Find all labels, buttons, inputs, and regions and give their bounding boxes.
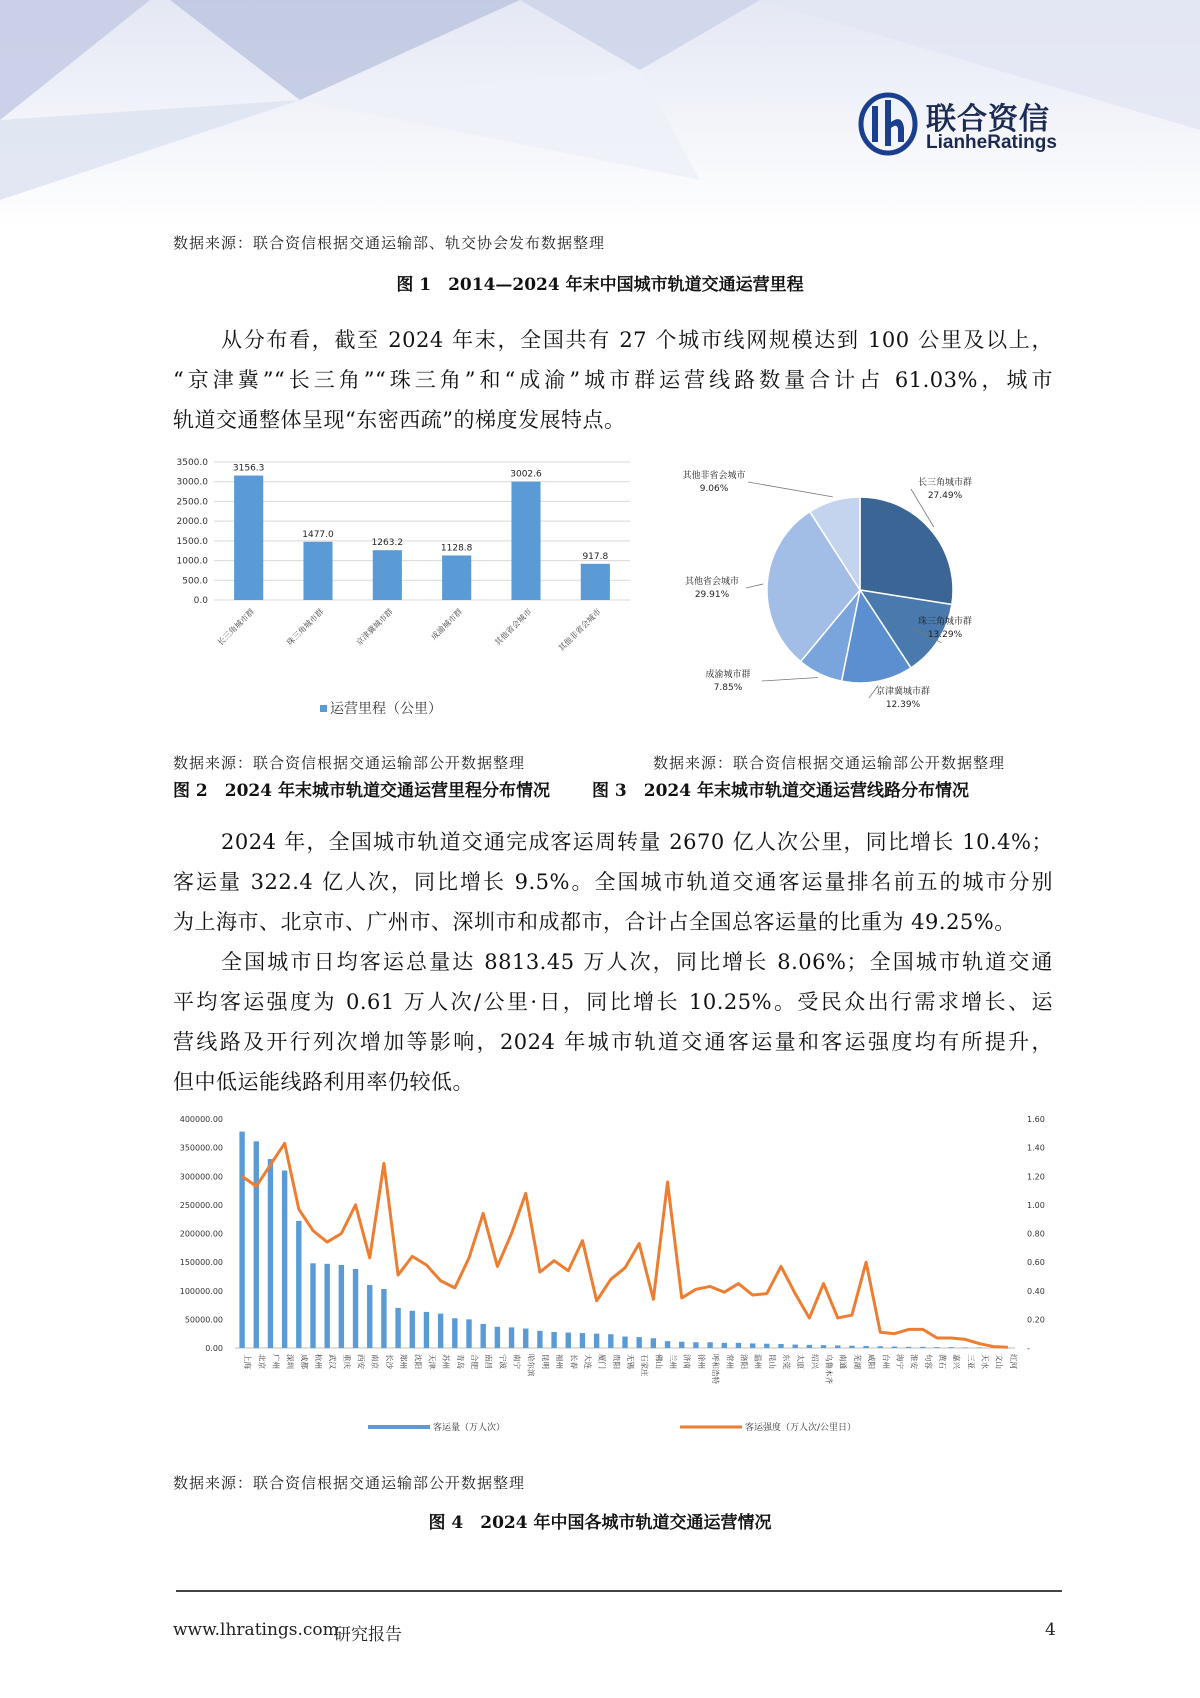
x-tick-label: 常州 xyxy=(725,1354,735,1369)
figure1-source: 数据来源：联合资信根据交通运输部、轨交协会发布数据整理 xyxy=(173,234,606,252)
x-tick-label: 南宁 xyxy=(512,1354,522,1369)
x-tick-label: 洛阳 xyxy=(739,1354,749,1369)
slice-name-label: 珠三角城市群 xyxy=(917,617,973,627)
bar xyxy=(239,1132,244,1348)
data-label: 917.8 xyxy=(582,551,609,562)
y-tick-label: 500.0 xyxy=(182,576,208,587)
slice-name-label: 京津冀城市群 xyxy=(875,687,931,697)
x-tick-label: 太原 xyxy=(796,1354,806,1369)
x-tick-label: 宁波 xyxy=(498,1354,508,1369)
brand-logo xyxy=(858,92,1068,162)
x-tick-label: 青岛 xyxy=(455,1354,465,1369)
bar xyxy=(963,1347,968,1348)
figure1-caption: 图 1 2014—2024 年末中国城市轨道交通运营里程 xyxy=(396,275,804,295)
y-tick-label: 3000.0 xyxy=(176,477,208,488)
bar xyxy=(849,1346,854,1348)
bar xyxy=(792,1345,797,1348)
legend-label: 客运量（万人次） xyxy=(433,1423,506,1433)
bar xyxy=(310,1263,315,1348)
x-tick-label: 北京 xyxy=(257,1354,267,1369)
right-y-tick-label: 0.40 xyxy=(1027,1286,1045,1296)
right-y-tick-label: 1.20 xyxy=(1027,1172,1045,1182)
bar xyxy=(424,1312,429,1348)
bar xyxy=(537,1331,542,1348)
paragraph-3 xyxy=(173,942,1053,1102)
right-y-tick-label: 0.80 xyxy=(1027,1229,1045,1239)
left-y-tick-label: 400000.00 xyxy=(179,1115,223,1124)
x-tick-label: 呼和浩特 xyxy=(711,1354,721,1384)
x-tick-label: 京津冀城市群 xyxy=(354,607,395,648)
data-label: 1128.8 xyxy=(440,543,473,554)
paragraph-3-line: 平均客运强度为 0.61 万人次/公里·日，同比增长 10.25%。受民众出行需求增长、运 xyxy=(173,990,1053,1014)
left-y-tick-label: 200000.00 xyxy=(179,1229,223,1239)
bar xyxy=(367,1285,372,1348)
bar xyxy=(934,1347,939,1348)
bar xyxy=(373,550,402,600)
x-tick-label: 长三角城市群 xyxy=(215,607,257,648)
figure2-bar-chart xyxy=(170,450,640,730)
x-tick-label: 成都 xyxy=(299,1354,309,1369)
right-y-tick-label: - xyxy=(1027,1344,1030,1353)
x-tick-label: 广州 xyxy=(271,1354,281,1369)
x-tick-label: 海宁 xyxy=(895,1354,905,1369)
paragraph-2-line: 客运量 322.4 亿人次，同比增长 9.5%。全国城市轨道交通客运量排名前五的城市分别 xyxy=(173,870,1053,894)
x-tick-label: 南京 xyxy=(370,1354,380,1369)
x-tick-label: 南昌 xyxy=(484,1354,494,1369)
bar xyxy=(480,1324,485,1348)
slice-value-label: 13.29% xyxy=(927,630,963,640)
bar xyxy=(807,1345,812,1348)
paragraph-1 xyxy=(173,320,1053,440)
x-tick-label: 石家庄 xyxy=(640,1354,650,1377)
data-label: 3002.6 xyxy=(510,469,542,480)
x-tick-label: 贵阳 xyxy=(611,1354,621,1369)
bar xyxy=(324,1264,329,1348)
x-tick-label: 南通 xyxy=(838,1354,848,1369)
x-tick-label: 芜湖 xyxy=(852,1354,862,1369)
bar xyxy=(442,555,471,600)
right-y-tick-label: 0.60 xyxy=(1027,1258,1045,1268)
figure2-source: 数据来源：联合资信根据交通运输部公开数据整理 xyxy=(173,754,526,772)
x-tick-label: 文山 xyxy=(994,1354,1004,1369)
y-tick-label: 0.0 xyxy=(193,596,208,606)
bar xyxy=(566,1333,571,1348)
slice-value-label: 9.06% xyxy=(699,484,729,494)
bar xyxy=(892,1347,897,1348)
x-tick-label: 西安 xyxy=(356,1354,366,1369)
bar xyxy=(282,1171,287,1348)
figure3-caption: 图 3 2024 年末城市轨道交通运营线路分布情况 xyxy=(592,781,969,801)
bar xyxy=(551,1332,556,1348)
footer-divider xyxy=(176,1590,1062,1592)
bar xyxy=(234,476,263,600)
paragraph-1-line: 从分布看，截至 2024 年末，全国共有 27 个城市线网规模达到 100 公里及以上， xyxy=(221,328,1053,352)
y-tick-label: 1000.0 xyxy=(176,556,208,567)
bar xyxy=(636,1337,641,1348)
legend-swatch xyxy=(320,705,327,712)
figure3-pie-chart xyxy=(640,450,1060,730)
x-tick-label: 哈尔滨 xyxy=(526,1354,536,1377)
bar xyxy=(622,1337,627,1348)
bar xyxy=(778,1344,783,1348)
page-number: 4 xyxy=(1045,1620,1056,1640)
figure3-source: 数据来源：联合资信根据交通运输部公开数据整理 xyxy=(653,754,1006,772)
x-tick-label: 句容 xyxy=(923,1354,933,1369)
bar xyxy=(254,1141,259,1348)
x-tick-label: 沈阳 xyxy=(413,1354,423,1369)
bar xyxy=(353,1269,358,1348)
x-tick-label: 重庆 xyxy=(342,1354,352,1369)
bar xyxy=(511,482,540,600)
footer-label: 研究报告 xyxy=(334,1625,402,1645)
brand-name-cn: 联合资信 xyxy=(926,102,1050,137)
x-tick-label: 长沙 xyxy=(384,1354,394,1369)
x-tick-label: 淮安 xyxy=(909,1354,919,1369)
figure4-combo-chart xyxy=(160,1100,1080,1455)
x-tick-label: 黄石 xyxy=(938,1354,947,1369)
x-tick-label: 咸阳 xyxy=(867,1354,877,1369)
x-tick-label: 昆山 xyxy=(767,1354,777,1369)
paragraph-2-line: 为上海市、北京市、广州市、深圳市和成都市，合计占全国总客运量的比重为 49.25%。 xyxy=(173,910,1016,934)
bar xyxy=(948,1347,953,1348)
x-tick-label: 东莞 xyxy=(782,1354,791,1369)
left-y-tick-label: 100000.00 xyxy=(179,1286,223,1296)
x-tick-label: 成渝城市群 xyxy=(429,607,465,642)
legend-label: 客运强度（万人次/公里日） xyxy=(745,1423,857,1433)
x-tick-label: 长春 xyxy=(569,1354,579,1369)
bar xyxy=(268,1159,273,1348)
x-tick-label: 乌鲁木齐 xyxy=(824,1354,834,1384)
y-tick-label: 3500.0 xyxy=(176,458,208,468)
slice-name-label: 长三角城市群 xyxy=(917,478,973,488)
left-y-tick-label: 50000.00 xyxy=(184,1315,223,1325)
x-tick-label: 天津 xyxy=(427,1354,437,1369)
bar xyxy=(722,1343,727,1348)
data-label: 1477.0 xyxy=(302,529,334,540)
data-label: 3156.3 xyxy=(232,463,265,474)
bar xyxy=(339,1265,344,1348)
bar xyxy=(920,1347,925,1348)
x-tick-label: 其他非省会城市 xyxy=(556,607,603,654)
paragraph-1-line: 轨道交通整体呈现“东密西疏”的梯度发展特点。 xyxy=(173,408,626,432)
x-tick-label: 台州 xyxy=(881,1354,891,1369)
x-tick-label: 其他省会城市 xyxy=(493,607,534,648)
bar xyxy=(303,542,332,600)
paragraph-3-line: 但中低运能线路利用率仍较低。 xyxy=(173,1070,474,1094)
bar xyxy=(608,1334,613,1348)
brand-name-en: LianheRatings xyxy=(926,132,1057,153)
bar xyxy=(707,1342,712,1348)
left-y-tick-label: 0.00 xyxy=(205,1344,223,1353)
x-tick-label: 昆明 xyxy=(540,1354,550,1369)
left-y-tick-label: 300000.00 xyxy=(179,1172,223,1182)
y-tick-label: 2500.0 xyxy=(176,497,208,508)
bar xyxy=(821,1345,826,1348)
paragraph-3-line: 营线路及开行列次增加等影响，2024 年城市轨道交通客运量和客运强度均有所提升， xyxy=(173,1030,1053,1054)
x-tick-label: 红河 xyxy=(1008,1354,1018,1369)
right-y-tick-label: 1.60 xyxy=(1027,1115,1045,1124)
x-tick-label: 武汉 xyxy=(328,1354,338,1369)
bar xyxy=(863,1346,868,1348)
bar xyxy=(750,1343,755,1348)
leader-line xyxy=(762,678,818,681)
bar xyxy=(835,1345,840,1348)
y-tick-label: 1500.0 xyxy=(176,536,208,547)
slice-value-label: 12.39% xyxy=(885,700,921,710)
paragraph-2-line: 2024 年，全国城市轨道交通完成客运周转量 2670 亿人次公里，同比增长 10.4%； xyxy=(221,830,1053,854)
right-y-tick-label: 1.40 xyxy=(1027,1143,1045,1153)
figure2-caption: 图 2 2024 年末城市轨道交通运营里程分布情况 xyxy=(173,781,550,801)
figure4-source: 数据来源：联合资信根据交通运输部公开数据整理 xyxy=(173,1474,526,1492)
x-tick-label: 无锡 xyxy=(626,1354,635,1369)
x-tick-label: 兰州 xyxy=(668,1354,678,1369)
bar xyxy=(651,1338,656,1348)
x-tick-label: 济南 xyxy=(682,1354,692,1369)
left-y-tick-label: 150000.00 xyxy=(179,1258,223,1268)
leader-line xyxy=(746,584,763,588)
x-tick-label: 郑州 xyxy=(399,1354,409,1369)
figure4-caption: 图 4 2024 年中国各城市轨道交通运营情况 xyxy=(428,1513,772,1533)
bar xyxy=(466,1319,471,1348)
bar xyxy=(509,1327,514,1348)
paragraph-2 xyxy=(173,822,1053,942)
left-y-tick-label: 250000.00 xyxy=(179,1200,223,1210)
x-tick-label: 徐州 xyxy=(696,1354,706,1369)
y-tick-label: 2000.0 xyxy=(176,517,208,528)
x-tick-label: 杭州 xyxy=(314,1354,323,1369)
slice-value-label: 7.85% xyxy=(713,683,743,693)
bar xyxy=(736,1343,741,1348)
slice-name-label: 其他省会城市 xyxy=(684,577,740,587)
legend-label: 运营里程（公里） xyxy=(330,701,442,717)
bar xyxy=(438,1314,443,1348)
x-tick-label: 厦门 xyxy=(597,1354,607,1369)
x-tick-label: 佛山 xyxy=(654,1354,664,1369)
bar xyxy=(296,1221,301,1348)
x-tick-label: 天水 xyxy=(980,1354,990,1369)
x-tick-label: 嘉兴 xyxy=(952,1354,962,1369)
slice-value-label: 29.91% xyxy=(694,590,730,600)
bar xyxy=(764,1344,769,1348)
bar xyxy=(580,1333,585,1348)
paragraph-3-line: 全国城市日均客运总量达 8813.45 万人次，同比增长 8.06%；全国城市轨道交通 xyxy=(221,950,1053,974)
x-tick-label: 三亚 xyxy=(966,1354,976,1369)
bar xyxy=(410,1311,415,1348)
logo-mark-icon xyxy=(858,92,918,156)
footer-website: www.lhratings.com xyxy=(173,1620,339,1640)
paragraph-1-line: “京津冀”“长三角”“珠三角”和“成渝”城市群运营线路数量合计占 61.03%，城市 xyxy=(173,368,1053,392)
slice-name-label: 成渝城市群 xyxy=(705,670,751,680)
x-tick-label: 合肥 xyxy=(470,1354,479,1369)
bar xyxy=(693,1342,698,1348)
x-tick-label: 苏州 xyxy=(441,1354,451,1369)
x-tick-label: 珠三角城市群 xyxy=(285,607,326,648)
x-tick-label: 大连 xyxy=(583,1354,593,1369)
x-tick-label: 温州 xyxy=(753,1354,763,1369)
slice-name-label: 其他非省会城市 xyxy=(682,471,746,481)
bar xyxy=(594,1334,599,1348)
bar xyxy=(523,1329,528,1348)
bar xyxy=(381,1289,386,1348)
bar xyxy=(452,1318,457,1348)
right-y-tick-label: 0.20 xyxy=(1027,1315,1045,1325)
left-y-tick-label: 350000.00 xyxy=(179,1143,223,1153)
x-tick-label: 上海 xyxy=(243,1354,253,1369)
bar xyxy=(679,1342,684,1348)
right-y-tick-label: 1.00 xyxy=(1027,1200,1045,1210)
pie-slice xyxy=(860,497,953,605)
leader-line xyxy=(748,482,833,497)
x-tick-label: 福州 xyxy=(555,1354,565,1369)
bar xyxy=(395,1308,400,1348)
slice-value-label: 27.49% xyxy=(927,491,963,501)
bar xyxy=(665,1341,670,1348)
x-tick-label: 绍兴 xyxy=(810,1354,820,1369)
bar xyxy=(906,1347,911,1348)
x-tick-label: 深圳 xyxy=(285,1354,295,1369)
data-label: 1263.2 xyxy=(371,538,404,549)
bar xyxy=(581,564,610,600)
bar xyxy=(495,1327,500,1348)
bar xyxy=(878,1346,883,1348)
